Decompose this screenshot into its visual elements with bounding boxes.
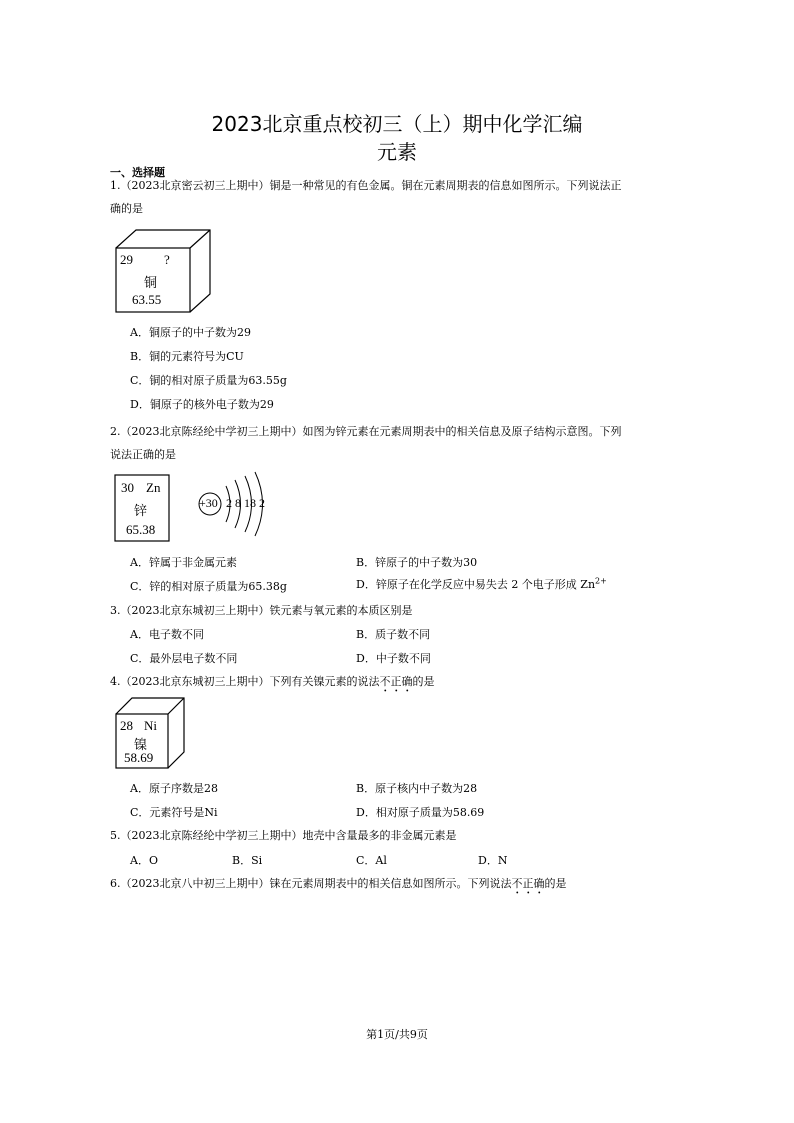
q5-option-b: B．Si: [232, 854, 263, 867]
zinc-atom-structure: [188, 470, 278, 540]
q4-option-c: C．元素符号是Ni: [130, 806, 218, 819]
q1-option-c: C．铜的相对原子质量为63.55g: [130, 374, 287, 387]
nickel-symbol: Ni: [144, 718, 157, 733]
q2-option-c: C．锌的相对原子质量为65.38g: [130, 580, 287, 593]
copper-name: 铜: [144, 275, 158, 290]
question-3-stem: 3.（2023北京东城初三上期中）铁元素与氧元素的本质区别是: [110, 604, 413, 617]
question-6-stem-emphasis: 不正确: [511, 877, 545, 890]
copper-mass: 63.55: [132, 292, 162, 307]
q3-option-b: B．质子数不同: [356, 628, 431, 641]
q1-option-d: D．铜原子的核外电子数为29: [130, 398, 274, 411]
question-6-stem: [110, 872, 690, 897]
q1-option-a: A．铜原子的中子数为29: [130, 326, 251, 339]
copper-symbol: ?: [164, 252, 170, 267]
nickel-atomic-number: 28: [120, 718, 133, 733]
copper-atomic-number: 29: [120, 252, 133, 267]
zinc-element-cell: [114, 474, 170, 542]
question-1-stem: [110, 174, 690, 220]
question-1-stem-line-1: 1.（2023北京密云初三上期中）铜是一种常见的有色金属。铜在元素周期表的信息如图所示。下列说法正: [110, 179, 622, 192]
nickel-name: 镍: [134, 737, 148, 752]
question-2-stem-line-2: 说法正确的是: [110, 448, 176, 461]
question-4-stem-start: 4.（2023北京东城初三上期中）下列有关镍元素的说法: [110, 675, 380, 688]
question-6-stem-end: 的是: [544, 877, 567, 890]
nickel-mass: 58.69: [124, 750, 154, 765]
q5-option-a: A．O: [130, 854, 158, 867]
page-subtitle: 元素: [377, 140, 417, 164]
question-4-stem-emphasis: 不正确: [379, 675, 413, 688]
zinc-mass: 65.38: [126, 522, 156, 537]
section-heading: 一、选择题: [110, 166, 165, 179]
question-2-stem: [110, 420, 690, 466]
question-4-stem: [110, 670, 690, 695]
question-2-stem-line-1: 2.（2023北京陈经纶中学初三上期中）如图为锌元素在元素周期表中的相关信息及原子结构示意图。下列: [110, 425, 622, 438]
q4-option-b: B．原子核内中子数为28: [356, 782, 478, 795]
q2-option-a: A．锌属于非金属元素: [130, 556, 237, 569]
zinc-name: 锌: [134, 503, 148, 518]
q3-option-d: D．中子数不同: [356, 652, 431, 665]
q2-option-d-charge: 2+: [595, 576, 607, 586]
zinc-atomic-number: 30: [121, 480, 134, 495]
q2-option-d: [356, 576, 607, 592]
q2-option-b: B．锌原子的中子数为30: [356, 556, 478, 569]
page-footer: 第1页/共9页: [366, 1028, 428, 1041]
q3-option-c: C．最外层电子数不同: [130, 652, 238, 665]
question-6-stem-start: 6.（2023北京八中初三上期中）铼在元素周期表中的相关信息如图所示。下列说法: [110, 877, 512, 890]
question-5-stem: 5.（2023北京陈经纶中学初三上期中）地壳中含量最多的非金属元素是: [110, 829, 457, 842]
q3-option-a: A．电子数不同: [130, 628, 204, 641]
q1-option-b: B．铜的元素符号为CU: [130, 350, 244, 363]
nickel-element-cell: [114, 696, 186, 770]
zinc-nucleus-charge: +30: [199, 496, 218, 510]
copper-element-cell: [114, 228, 212, 314]
zinc-symbol: Zn: [146, 480, 161, 495]
page-title: 2023北京重点校初三（上）期中化学汇编: [211, 112, 583, 136]
q4-option-d: D．相对原子质量为58.69: [356, 806, 485, 819]
question-1-stem-line-2: 确的是: [110, 202, 143, 215]
q2-option-d-text: D．锌原子在化学反应中易失去 2 个电子形成 Zn: [356, 578, 596, 591]
q4-option-a: A．原子序数是28: [130, 782, 218, 795]
question-4-stem-end: 的是: [412, 675, 435, 688]
zinc-shell-electrons: 2 8 18 2: [226, 496, 265, 510]
q5-option-d: D．N: [478, 854, 508, 867]
q5-option-c: C．Al: [356, 854, 387, 867]
